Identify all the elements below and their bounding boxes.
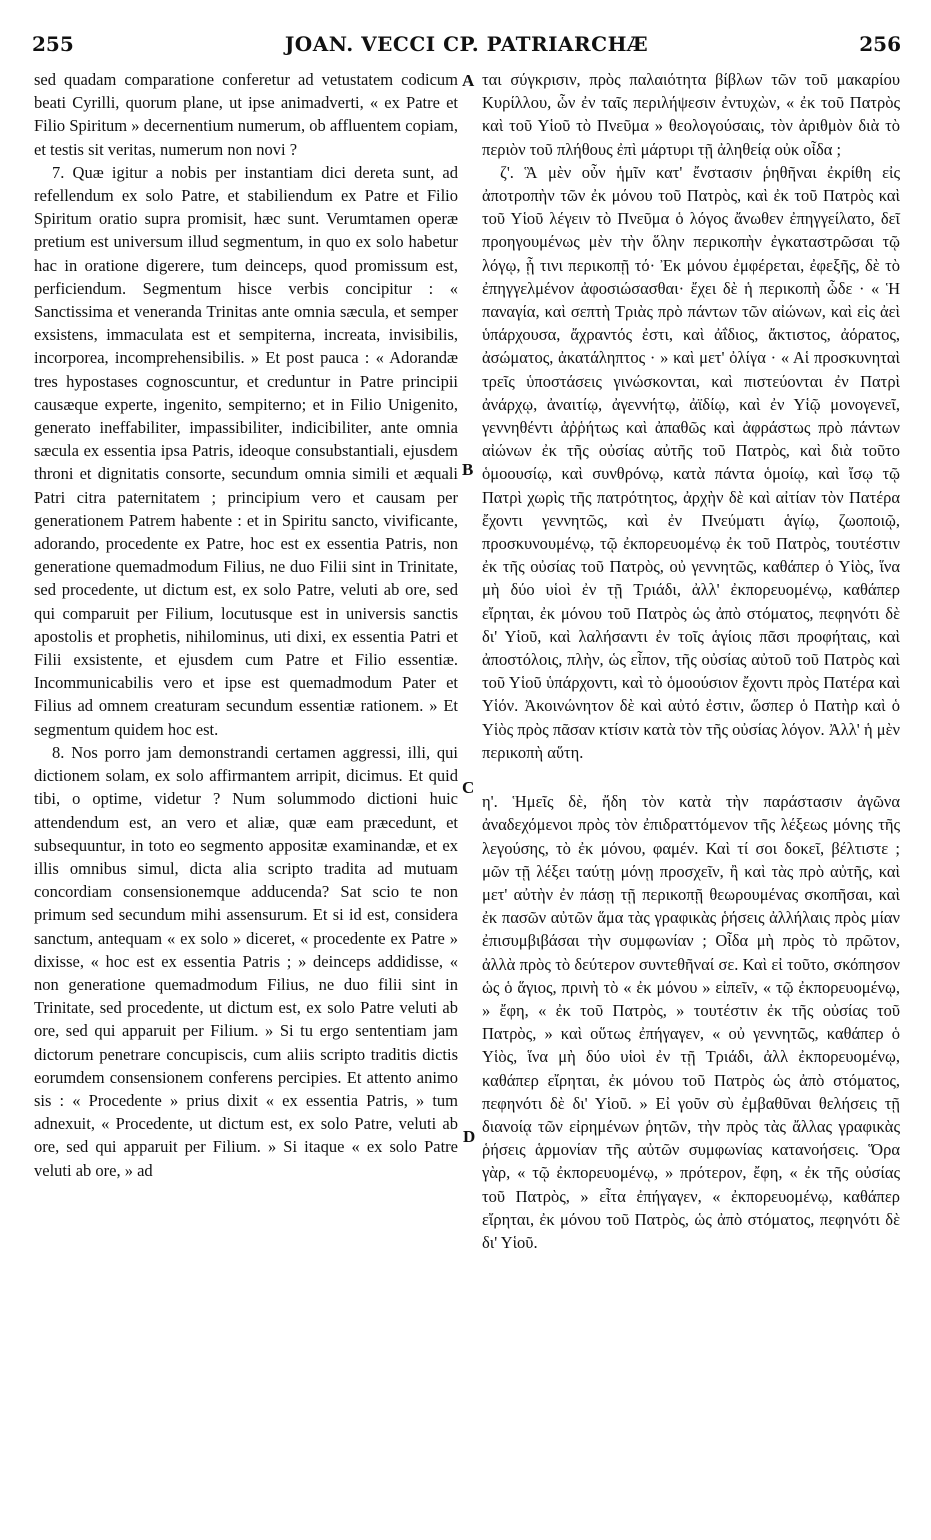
latin-column [34,68,458,1182]
section-marker-b: B [462,460,474,479]
greek-paragraph-8: η'. Ἡμεῖς δὲ, ἤδη τὸν κατὰ τὴν παράστασιν ἀγῶνα ἀναδεχόμενοι πρὸς τὸν ἐπιδραττόμενον τῆς λέξεως μόνης τῆς λεγούσης, τὸ ἐκ μόνου, φαμέν. Καὶ τί σοι δοκεῖ, βέλτιστε ; μῶν τῇ λέξει ταύτῃ μόνῃ προσχεῖν, ἢ καὶ τὰς πρὸ αὐτῆς, καὶ μετ' αὐτὴν ἐν πάσῃ τῇ περικοπῇ θεωρουμένας σκοπῆσαι, καὶ ἐκ πασῶν αὐτῶν ἅμα τὰς γραφικὰς ῥήσεις ἀλλήλαις πρὸς μίαν ἐπισυμβιβάσαι τὴν συμφωνίαν ; Οἶδα μὴ πρὸς τὸ πρῶτον, ἀλλὰ πρὸς τὸ δεύτερον συντεθῆναί σε. Καὶ εἰ τοῦτο, σκόπησον ὡς ὁ ἅγιος, πρινὴ τὸ « ἐκ μόνου » εἰπεῖν, « τῷ ἐκπορευομένῳ, » ἔφη, « ἐκ τοῦ Πατρὸς, » τουτέστιν ἐκ τῆς οὐσίας τοῦ Πατρὸς, » καὶ οὕτως ἐπήγαγεν, « οὐ γεννητῶς, καθάπερ ὁ Υἱὸς, ἵνα μὴ δύο υἱοὶ ἐν τῇ Τριάδι, ἀλλ ἐκπορευομένῳ, καθάπερ εἴρηται, ἐκ μόνου τοῦ Πατρὸς ὡς ἀπὸ στόματος, πεφηνότι δὲ δι' Υἱοῦ. » Εἰ γοῦν σὺ ἐμβαθῦναι θελήσεις τῇ διανοίᾳ τῶν εἰρημένων ῥητῶν, τὴν πρὸς τὰς ἄλλας γραφικὰς ῥήσεις ἁρμονίαν τῆς αὐτῶν συμφωνίας κατανοήσεις. Ὅρα γὰρ, « τῷ ἐκπορευομένῳ, » πρότερον, ἔφη, « ἐκ τῆς οὐσίας τοῦ Πατρὸς, » εἶτα ἐπήγαγεν, « ἐκπορευομένῳ, καθάπερ εἴρηται, ἐκ μόνου τοῦ Πατρὸς, ὡς ἀπὸ στόματος, πεφηνότι δὲ δι' Υἱοῦ. [482,792,900,1252]
section-marker-d: D [463,1127,476,1146]
greek-column [482,68,900,1254]
greek-paragraph-7: ζ'. Ἃ μὲν οὖν ἡμῖν κατ' ἔνστασιν ῥηθῆναι ἐκρίθη εἰς ἀποτροπὴν τῶν ἐκ μόνου τοῦ Πατρὸς, καὶ ἐκ τοῦ Πατρὸς καὶ τοῦ Υἱοῦ λέγειν τὸ Πνεῦμα ὁ λόγος ἄνωθεν ἐπηγγείλατο, δεῖ προηγουμένως μὲν τὴν ὅλην περικοπὴν ἐγκαταστρῶσαι τῷ λόγῳ, ᾗ τινι περικοπῇ τό· Ἐκ μόνου ἐμφέρεται, ἐφεξῆς, δὲ τὸ ἐπηγγελμένον ἀφοσιώσασθαι· ἔχει δὲ ἡ περικοπὴ ὧδε · « Ἡ παναγία, καὶ σεπτὴ Τριὰς πρὸ πάντων τῶν αἰώνων, καὶ εἰς ἀεὶ ὑπάρχουσα, ἄχραντός ἐστι, καὶ ἀΐδιος, ἄκτιστος, ἀόρατος, ἀσώματος, ἀκατάληπτος · » καὶ μετ' ὀλίγα · « Αἱ προσκυνηταὶ τρεῖς ὑποστάσεις γινώσκονται, καὶ πιστεύονται ἐν Πατρὶ ἀνάρχῳ, ἀναιτίῳ, ἀγεννήτῳ, ἀϊδίῳ, καὶ ἐν Υἱῷ μονογενεῖ, γεννηθέντι ἀῤῥήτως καὶ ἀπαθῶς καὶ ἀφράστως πρὸ πάντων αἰώνων ἐκ τῆς οὐσίας αὐτῆς τοῦ Πατρὸς, καὶ διὰ τοῦτο ὁμοουσίῳ, καὶ συνθρόνῳ, κατὰ πάντα ὁμοίῳ, καὶ ἴσῳ τῷ Πατρὶ χωρὶς τῆς πατρότητος, ἀρχὴν δὲ καὶ αἰτίαν τὸν Πατέρα ἔχοντι γεννητῶς, καὶ ἐν Πνεύματι ἁγίῳ, ζωοποιῷ, προσκυνουμένῳ, τῷ ἐκπορευομένῳ ἐκ τοῦ Πατρὸς, τουτέστιν ἐκ τῆς οὐσίας τοῦ Πατρὸς, οὐ γεννητῶς, καθάπερ ὁ Υἱὸς, ἵνα μὴ δύο υἱοὶ ἐν τῇ Τριάδι, ἀλλ' ἐκπορευομένῳ, καθάπερ εἴρηται, ἐκ μόνου τοῦ Πατρὸς ὡς ἀπὸ στόματος, πεφηνότι δὲ δι' Υἱοῦ, καὶ λαλήσαντι ἐν τοῖς ἁγίοις πᾶσι προφήταις, καὶ ἀποστόλοις, πλὴν, ὡς εἶπον, τῆς οὐσίας αὐτοῦ τοῦ Πατρὸς καὶ τοῦ Υἱοῦ ὑπάρχοντι, καὶ τὸ ὁμοούσιον ἔχοντι πρὸς Πατέρα καὶ Υἱόν. Ἀκοινώνητον δὲ καὶ αὐτό ἐστιν, ὥσπερ ὁ Πατὴρ καὶ ὁ Υἱὸς πρὸς πᾶσαν κτίσιν κατὰ τὸν τῆς οὐσίας λόγον. Ἀλλ' ἡ μὲν περικοπὴ αὕτη. [482,162,900,762]
section-marker-c: C [462,778,475,797]
section-marker-a: A [462,71,475,90]
latin-paragraph-1: sed quadam comparatione conferetur ad vetustatem codicum beati Cyrilli, quorum plane, ut ipse animadverti, « ex Patre et Filio Spiritum » decernentium numerum, ob affluentem copiam, et testis sit veritas, numerum non novi ? [34,70,458,159]
running-header [32,32,901,62]
greek-paragraph-1: ται σύγκρισιν, πρὸς παλαιότητα βίβλων τῶν τοῦ μακαρίου Κυρίλλου, ὧν ἐν ταῖς περιλήψεσιν ἐντυχὼν, « ἐκ τοῦ Πατρὸς καὶ τοῦ Υἱοῦ τὸ Πνεῦμα » θεολογούσαις, τὸν ἀριθμὸν διὰ τὸ περιὸν τοῦ πλήθους ἐπὶ μάρτυρι τῇ ἀληθείᾳ οὐκ οἶδα ; [482,70,900,159]
paragraph-gap [482,764,900,790]
latin-paragraph-8: 8. Nos porro jam demonstrandi certamen aggressi, illi, qui dictionem solam, ex solo affirmantem arripit, dicimus. Et quid tibi, o optime, videtur ? Num solummodo dictioni huic attendendum est, an vero et aliæ, quæ eam præcedunt, et subsequuntur, in toto eo segmento appositæ examinandæ, et ex illis omnibus simul, dicta alia scripto tradita ad mutuam concordiam consensionemque adducenda? Sat scio te non primum sed secundum mihi assensurum. Et si id est, considera sanctum, antequam « ex solo » diceret, « procedente ex Patre » dixisse, « hoc est ex essentia Patris ; » deinceps addidisse, « non generatione quemadmodum Filius, ne duo filii sint in Trinitate, sed procedente, ut dictum est, ex solo Patre veluti ab ore, sed qui apparuit per Filium. » Si tu ergo sententiam jam dictorum penetrare concupiscis, cum aliis scripto traditis dictis eorumdem consensionem conferens percipies. Et attento animo sis : « Procedente » prius dixit « ex essentia Patris, » tum adnexuit, « Procedente, ut dictum est, ex solo Patre, veluti ab ore, sed qui apparuit per Filium. » Si itaque « ex solo Patre veluti ab ore, » ad [34,742,458,1180]
latin-paragraph-7: 7. Quæ igitur a nobis per instantiam dici dereta sunt, ad refellendum ex solo Patre, et stabiliendum ex Patre et Filio Spiritum oratio supra promisit, hæc sunt. Verumtamen operæ pretium est universum illud segmentum, in quo ex solo habetur hac in oratione digerere, tum deinceps, quod promissum est, perficiendum. Segmentum hisce verbis concipitur : « Sanctissima et veneranda Trinitas ante omnia sæcula, et semper exsistens, immaculata est et sempiterna, increata, invisibilis, incorporea, incomprehensibilis. » Et post pauca : « Adorandæ tres hypostases cognoscuntur, et creduntur in Patre principii causæque experte, ingenito, sempiterno; et in Filio Unigenito, generato ineffabiliter, impassibiliter, indicibiliter, ante omnia sæcula ex essentia ipsa Patris, ideoque consubstantiali, ejusdem throni et dignitatis consorte, secundum omnia simili et æquali Patri citra paternitatem ; principium vero et causam per generationem Patrem habente : et in Spiritu sancto, vivificante, adorando, procedente ex Patre, hoc est ex essentia Patris, non generatione quemadmodum Filius, ne duo Filii sint in Trinitate, sed procedente, ut dictum est, ex solo Patre, veluti ab ore, sed qui comparuit per Filium, locutusque est in universis sanctis apostolis et prophetis, nihilominus, uti dixi, ex essentia Patri et Filii exsistente, et ejusdem cum Patre et Filio essentiæ. Incommunicabilis vero et ipse est quemadmodum Pater et Filius ad omnem creaturam secundum essentiæ rationem. » Et segmentum quidem hoc est. [34,162,458,739]
running-title: JOAN. VECCI CP. PATRIARCHÆ [284,32,649,56]
page-number-right: 256 [859,32,901,56]
page-number-left: 255 [32,32,74,56]
